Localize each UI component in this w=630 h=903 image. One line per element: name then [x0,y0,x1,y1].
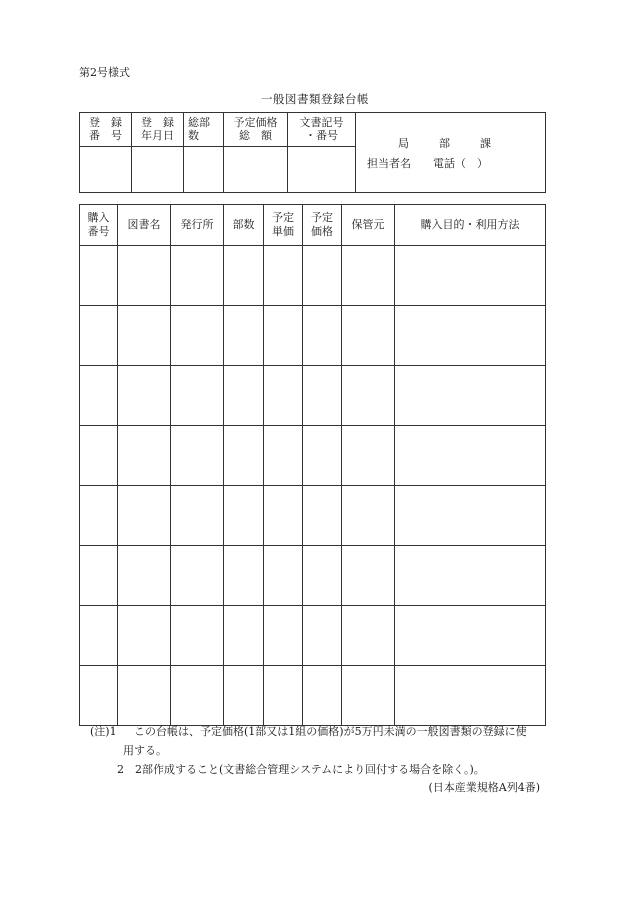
list-header-copies: 部数 [224,205,264,246]
department-contact-cell [356,113,546,193]
cell-copies[interactable] [224,306,264,366]
cell-book-title[interactable] [118,666,171,726]
table-row [80,486,546,546]
reg-cell-total-price[interactable] [224,147,288,193]
cell-custodian[interactable] [342,366,395,426]
cell-purchase-number[interactable] [80,306,118,366]
cell-purpose[interactable] [395,546,546,606]
registration-table [79,112,546,193]
cell-copies[interactable] [224,606,264,666]
note-2: 2 2部作成すること(文書総合管理システムにより回付する場合を除く。)。 [117,763,485,776]
cell-publisher[interactable] [171,486,224,546]
cell-custodian[interactable] [342,666,395,726]
book-list-table [79,204,546,726]
cell-custodian[interactable] [342,546,395,606]
cell-planned-price[interactable] [303,426,342,486]
cell-copies[interactable] [224,426,264,486]
reg-header-number: 登 録 番 号 [80,113,132,147]
cell-book-title[interactable] [118,486,171,546]
table-row [80,246,546,306]
cell-copies[interactable] [224,546,264,606]
book-list-body [80,246,546,726]
cell-unit-price[interactable] [264,486,303,546]
reg-header-total-price: 予定価格 総 額 [224,113,288,147]
cell-book-title[interactable] [118,606,171,666]
cell-purchase-number[interactable] [80,426,118,486]
cell-unit-price[interactable] [264,606,303,666]
table-row [80,426,546,486]
reg-header-document-code: 文書記号 ・番号 [288,113,356,147]
cell-unit-price[interactable] [264,426,303,486]
cell-custodian[interactable] [342,486,395,546]
list-header-unit-price: 予定 単価 [264,205,303,246]
cell-purpose[interactable] [395,486,546,546]
cell-copies[interactable] [224,246,264,306]
list-header-purchase-number: 購入 番号 [80,205,118,246]
table-row [80,666,546,726]
cell-purchase-number[interactable] [80,246,118,306]
cell-book-title[interactable] [118,546,171,606]
cell-copies[interactable] [224,666,264,726]
cell-planned-price[interactable] [303,486,342,546]
reg-header-date: 登 録 年月日 [132,113,184,147]
cell-unit-price[interactable] [264,306,303,366]
cell-purchase-number[interactable] [80,486,118,546]
contact-line: 担当者名 電話（ ） [367,157,488,170]
cell-purpose[interactable] [395,366,546,426]
cell-purpose[interactable] [395,306,546,366]
cell-planned-price[interactable] [303,666,342,726]
cell-copies[interactable] [224,486,264,546]
cell-publisher[interactable] [171,246,224,306]
cell-publisher[interactable] [171,546,224,606]
reg-header-total-copies: 総部 数 [184,113,224,147]
table-row [80,546,546,606]
reg-cell-date[interactable] [132,147,184,193]
reg-cell-total-copies[interactable] [184,147,224,193]
cell-custodian[interactable] [342,426,395,486]
reg-cell-number[interactable] [80,147,132,193]
cell-unit-price[interactable] [264,246,303,306]
department-line: 局 部 課 [398,137,491,150]
cell-purchase-number[interactable] [80,606,118,666]
cell-planned-price[interactable] [303,546,342,606]
list-header-book-title: 図書名 [118,205,171,246]
cell-planned-price[interactable] [303,606,342,666]
cell-purpose[interactable] [395,606,546,666]
cell-book-title[interactable] [118,426,171,486]
cell-purpose[interactable] [395,666,546,726]
cell-book-title[interactable] [118,246,171,306]
list-header-purpose: 購入目的・利用方法 [395,205,546,246]
cell-book-title[interactable] [118,306,171,366]
table-row [80,306,546,366]
list-header-custodian: 保管元 [342,205,395,246]
cell-copies[interactable] [224,366,264,426]
note-1: (注)1 この台帳は、予定価格(1部又は1組の価格)が5万円未満の一般図書類の登録に使 [90,725,527,738]
cell-unit-price[interactable] [264,666,303,726]
cell-unit-price[interactable] [264,546,303,606]
cell-purchase-number[interactable] [80,366,118,426]
reg-cell-document-code[interactable] [288,147,356,193]
cell-custodian[interactable] [342,606,395,666]
cell-book-title[interactable] [118,366,171,426]
cell-custodian[interactable] [342,246,395,306]
cell-custodian[interactable] [342,306,395,366]
cell-planned-price[interactable] [303,306,342,366]
table-row [80,606,546,666]
cell-purpose[interactable] [395,426,546,486]
form-number: 第2号様式 [79,66,130,79]
notes [90,722,550,779]
cell-planned-price[interactable] [303,366,342,426]
cell-publisher[interactable] [171,666,224,726]
note-1-continuation: 用する。 [123,744,167,757]
list-header-publisher: 発行所 [171,205,224,246]
paper-standard: (日本産業規格A列4番) [428,781,540,794]
list-header-planned-price: 予定 価格 [303,205,342,246]
table-row [80,366,546,426]
cell-purchase-number[interactable] [80,666,118,726]
page-title: 一般図書類登録台帳 [261,92,369,106]
cell-unit-price[interactable] [264,366,303,426]
cell-publisher[interactable] [171,426,224,486]
cell-publisher[interactable] [171,366,224,426]
cell-publisher[interactable] [171,606,224,666]
cell-planned-price[interactable] [303,246,342,306]
cell-purpose[interactable] [395,246,546,306]
cell-purchase-number[interactable] [80,546,118,606]
cell-publisher[interactable] [171,306,224,366]
